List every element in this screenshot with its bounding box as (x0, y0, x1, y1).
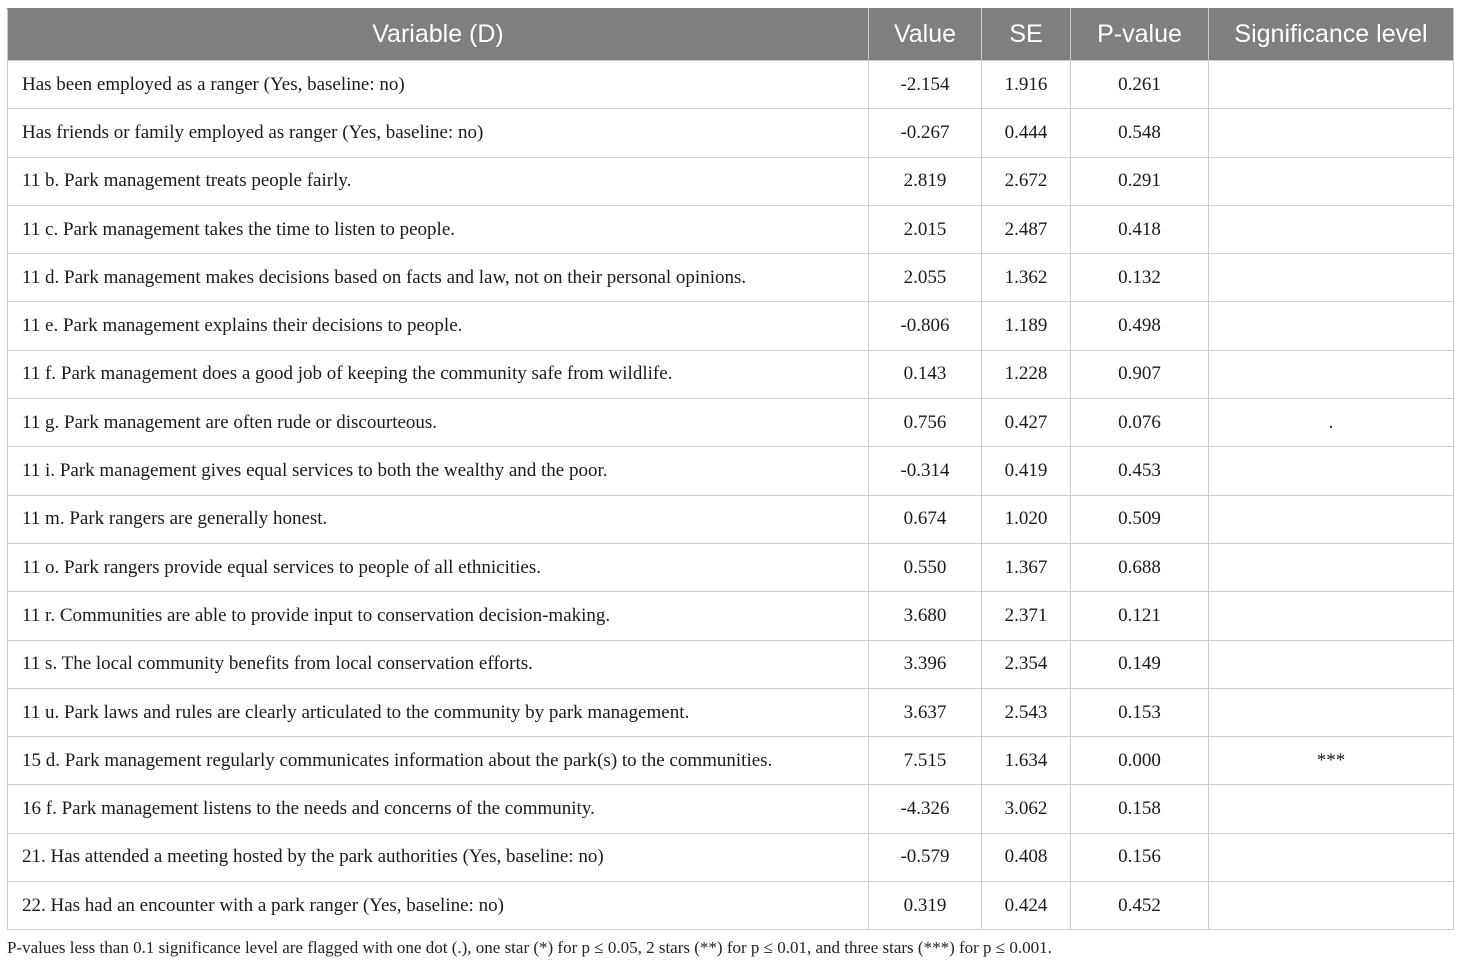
table-row (8, 592, 1454, 640)
value-cell: 0.143 (869, 350, 982, 398)
table-row (8, 882, 1454, 930)
se-cell: 1.362 (982, 254, 1071, 302)
value-cell: 2.055 (869, 254, 982, 302)
se-cell: 1.228 (982, 350, 1071, 398)
se-cell: 0.419 (982, 447, 1071, 495)
p-value-cell: 0.548 (1071, 109, 1209, 157)
value-cell: -0.579 (869, 833, 982, 881)
variable-cell: 11 f. Park management does a good job of keeping the community safe from wildlife. (8, 350, 869, 398)
table-row (8, 785, 1454, 833)
p-value-cell: 0.153 (1071, 688, 1209, 736)
regression-table (7, 8, 1454, 930)
value-cell: -2.154 (869, 61, 982, 109)
significance-cell (1209, 157, 1454, 205)
p-value-cell: 0.688 (1071, 543, 1209, 591)
se-cell: 3.062 (982, 785, 1071, 833)
p-value-cell: 0.291 (1071, 157, 1209, 205)
header-p-value: P-value (1071, 9, 1209, 61)
value-cell: 3.396 (869, 640, 982, 688)
p-value-cell: 0.907 (1071, 350, 1209, 398)
table-footnote: P-values less than 0.1 significance level are flagged with one dot (.), one star (*) for p ≤ 0.05, 2 stars (**) for p ≤ 0.01, and three stars (***) for p ≤ 0.001. (7, 938, 1052, 957)
value-cell: 3.680 (869, 592, 982, 640)
header-row (8, 9, 1454, 61)
p-value-cell: 0.453 (1071, 447, 1209, 495)
value-cell: 2.015 (869, 205, 982, 253)
significance-cell: . (1209, 399, 1454, 447)
table-row (8, 399, 1454, 447)
se-cell: 0.424 (982, 882, 1071, 930)
p-value-cell: 0.418 (1071, 205, 1209, 253)
p-value-cell: 0.149 (1071, 640, 1209, 688)
se-cell: 1.367 (982, 543, 1071, 591)
significance-cell (1209, 833, 1454, 881)
variable-cell: 11 d. Park management makes decisions based on facts and law, not on their personal opinions. (8, 254, 869, 302)
value-cell: 0.674 (869, 495, 982, 543)
value-cell: -0.267 (869, 109, 982, 157)
p-value-cell: 0.498 (1071, 302, 1209, 350)
variable-cell: 11 c. Park management takes the time to listen to people. (8, 205, 869, 253)
variable-cell: Has friends or family employed as ranger (Yes, baseline: no) (8, 109, 869, 157)
se-cell: 1.020 (982, 495, 1071, 543)
table-row (8, 737, 1454, 785)
table-header (8, 9, 1454, 61)
table-row (8, 157, 1454, 205)
variable-cell: 22. Has had an encounter with a park ranger (Yes, baseline: no) (8, 882, 869, 930)
se-cell: 1.189 (982, 302, 1071, 350)
variable-cell: 11 b. Park management treats people fairly. (8, 157, 869, 205)
significance-cell: *** (1209, 737, 1454, 785)
se-cell: 0.427 (982, 399, 1071, 447)
significance-cell (1209, 302, 1454, 350)
table-body (8, 61, 1454, 930)
value-cell: 0.319 (869, 882, 982, 930)
significance-cell (1209, 109, 1454, 157)
p-value-cell: 0.000 (1071, 737, 1209, 785)
header-variable: Variable (D) (8, 9, 869, 61)
table-row (8, 254, 1454, 302)
variable-cell: 15 d. Park management regularly communicates information about the park(s) to the communities. (8, 737, 869, 785)
significance-cell (1209, 688, 1454, 736)
variable-cell: Has been employed as a ranger (Yes, baseline: no) (8, 61, 869, 109)
table-row (8, 640, 1454, 688)
se-cell: 2.672 (982, 157, 1071, 205)
table-row (8, 833, 1454, 881)
variable-cell: 11 s. The local community benefits from local conservation efforts. (8, 640, 869, 688)
significance-cell (1209, 882, 1454, 930)
value-cell: 3.637 (869, 688, 982, 736)
value-cell: -0.314 (869, 447, 982, 495)
variable-cell: 11 o. Park rangers provide equal services to people of all ethnicities. (8, 543, 869, 591)
se-cell: 2.543 (982, 688, 1071, 736)
value-cell: 7.515 (869, 737, 982, 785)
table-row (8, 350, 1454, 398)
se-cell: 2.354 (982, 640, 1071, 688)
variable-cell: 11 r. Communities are able to provide input to conservation decision-making. (8, 592, 869, 640)
significance-cell (1209, 254, 1454, 302)
significance-cell (1209, 543, 1454, 591)
table-row (8, 543, 1454, 591)
p-value-cell: 0.452 (1071, 882, 1209, 930)
variable-cell: 11 g. Park management are often rude or discourteous. (8, 399, 869, 447)
p-value-cell: 0.121 (1071, 592, 1209, 640)
se-cell: 2.487 (982, 205, 1071, 253)
se-cell: 0.408 (982, 833, 1071, 881)
table-row (8, 447, 1454, 495)
header-se: SE (982, 9, 1071, 61)
significance-cell (1209, 205, 1454, 253)
p-value-cell: 0.076 (1071, 399, 1209, 447)
p-value-cell: 0.509 (1071, 495, 1209, 543)
variable-cell: 21. Has attended a meeting hosted by the park authorities (Yes, baseline: no) (8, 833, 869, 881)
se-cell: 1.634 (982, 737, 1071, 785)
header-significance-level: Significance level (1209, 9, 1454, 61)
table-row (8, 302, 1454, 350)
regression-table-container (7, 8, 1453, 930)
variable-cell: 16 f. Park management listens to the needs and concerns of the community. (8, 785, 869, 833)
p-value-cell: 0.158 (1071, 785, 1209, 833)
table-row (8, 495, 1454, 543)
variable-cell: 11 m. Park rangers are generally honest. (8, 495, 869, 543)
table-row (8, 109, 1454, 157)
table-row (8, 205, 1454, 253)
se-cell: 2.371 (982, 592, 1071, 640)
value-cell: 2.819 (869, 157, 982, 205)
significance-cell (1209, 447, 1454, 495)
significance-cell (1209, 350, 1454, 398)
variable-cell: 11 u. Park laws and rules are clearly articulated to the community by park management. (8, 688, 869, 736)
significance-cell (1209, 495, 1454, 543)
value-cell: -4.326 (869, 785, 982, 833)
value-cell: 0.550 (869, 543, 982, 591)
variable-cell: 11 i. Park management gives equal services to both the wealthy and the poor. (8, 447, 869, 495)
value-cell: 0.756 (869, 399, 982, 447)
se-cell: 0.444 (982, 109, 1071, 157)
p-value-cell: 0.156 (1071, 833, 1209, 881)
header-value: Value (869, 9, 982, 61)
significance-cell (1209, 592, 1454, 640)
table-row (8, 688, 1454, 736)
variable-cell: 11 e. Park management explains their decisions to people. (8, 302, 869, 350)
se-cell: 1.916 (982, 61, 1071, 109)
significance-cell (1209, 61, 1454, 109)
value-cell: -0.806 (869, 302, 982, 350)
p-value-cell: 0.132 (1071, 254, 1209, 302)
table-row (8, 61, 1454, 109)
significance-cell (1209, 785, 1454, 833)
p-value-cell: 0.261 (1071, 61, 1209, 109)
significance-cell (1209, 640, 1454, 688)
